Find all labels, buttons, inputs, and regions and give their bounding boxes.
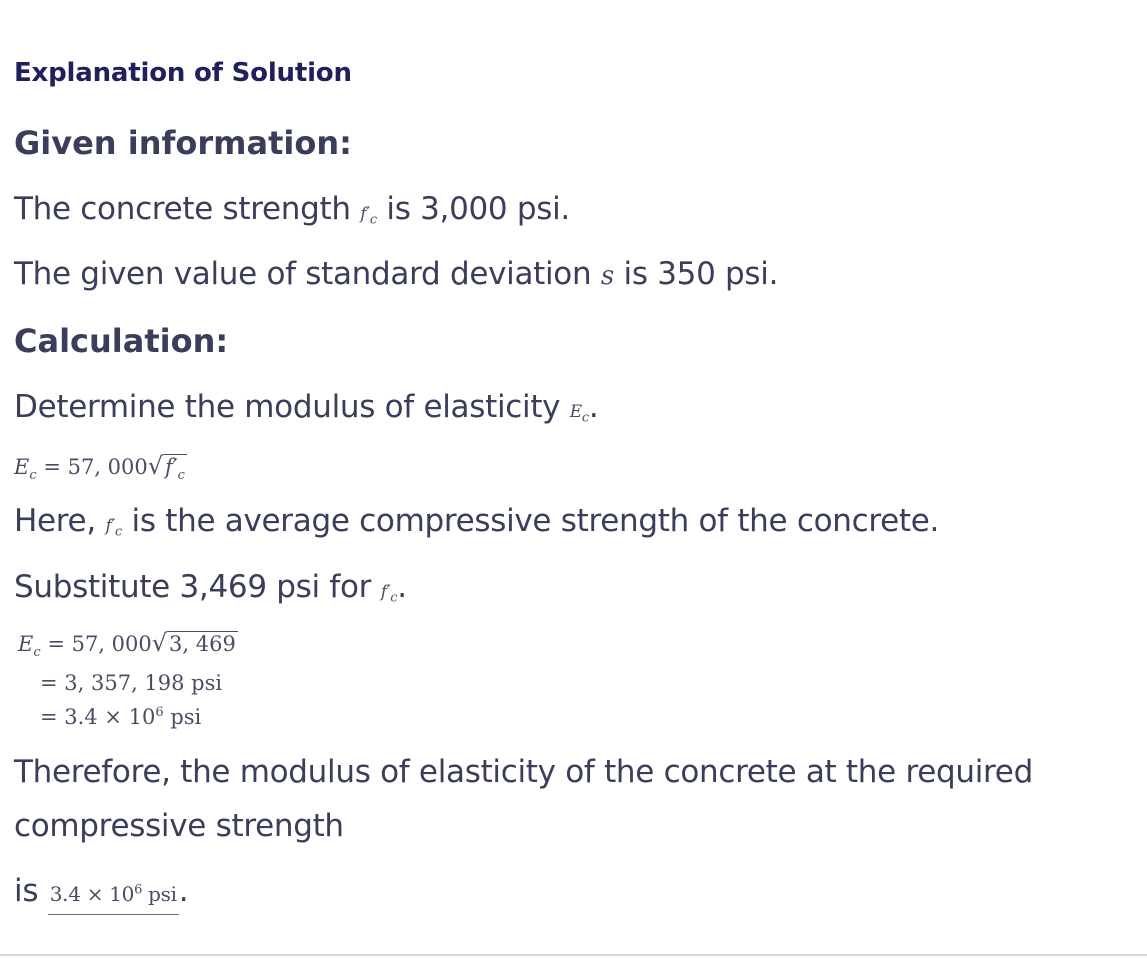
fc-symbol: $f'_c$ <box>380 582 398 606</box>
final-answer <box>48 882 179 915</box>
substitute-end: . <box>397 569 407 605</box>
formula-radicand: $f'_c$ <box>165 455 185 484</box>
step3 <box>40 705 201 729</box>
answer-end: . <box>178 873 189 909</box>
answer-value: 3.4 × 10 <box>49 882 135 906</box>
step1: $E_c = 57$, 000√3, 469 <box>18 629 236 661</box>
here-text-b: is the average compressive strength of the concrete. <box>131 503 940 539</box>
section-title: Explanation of Solution <box>14 58 352 88</box>
substitute-line <box>14 569 407 605</box>
determine-end: . <box>588 389 599 425</box>
step2: = 3, 357, 198 psi <box>40 671 223 695</box>
step1-radicand: 3, 469 <box>169 632 236 656</box>
substitute-text: Substitute 3,469 psi for <box>14 569 372 605</box>
calc-heading: Calculation: <box>14 322 229 360</box>
conclusion-line1: Therefore, the modulus of elasticity of the concrete at the required <box>14 754 1033 790</box>
formula-coef: = 57, 000 <box>43 455 148 479</box>
fc-symbol: $f'_c$ <box>360 204 377 228</box>
conclusion-line2: compressive strength <box>14 808 344 844</box>
conclusion-prefix: is <box>14 873 39 909</box>
determine-line <box>14 389 598 425</box>
here-line <box>14 503 939 539</box>
step3-unit: psi <box>170 705 202 729</box>
answer-exponent: 6 <box>134 882 143 898</box>
answer-unit: psi <box>148 882 177 906</box>
given-strength-value: is 3,000 psi. <box>386 191 570 227</box>
given-strength-line <box>14 191 570 227</box>
given-strength-text: The concrete strength <box>14 191 351 227</box>
given-deviation-line <box>14 256 778 292</box>
given-heading: Given information: <box>14 124 352 162</box>
formula: $E_c = 57$, $000√f'_c$ <box>14 452 185 484</box>
step3-value: = 3.4 × 10 <box>40 705 156 729</box>
determine-text: Determine the modulus of elasticity <box>14 389 561 425</box>
given-deviation-value: is 350 psi. <box>623 256 779 292</box>
ec-symbol: $E_c$ <box>569 402 589 426</box>
s-symbol: s <box>600 261 614 291</box>
conclusion-line3 <box>14 873 188 909</box>
step1-coef: = 57, 000 <box>47 632 152 656</box>
step3-exponent: 6 <box>155 705 164 720</box>
here-text-a: Here, <box>14 503 96 539</box>
fc-symbol: $f'_c$ <box>105 516 122 540</box>
given-deviation-text: The given value of standard deviation <box>14 256 592 292</box>
bottom-divider <box>0 954 1147 956</box>
